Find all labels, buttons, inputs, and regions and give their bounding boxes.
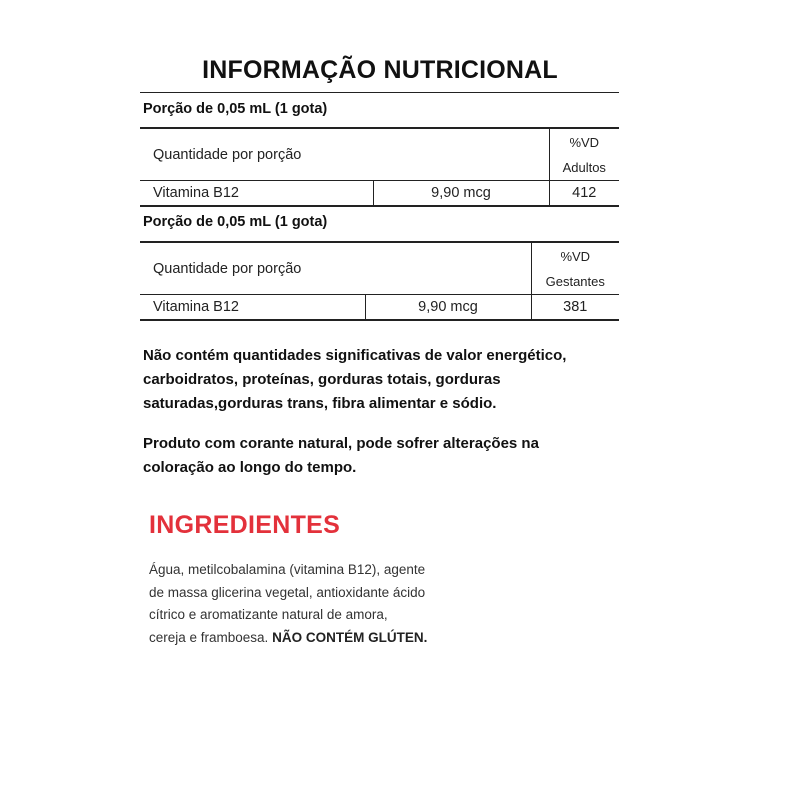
table-header-row [140,242,619,295]
note-line: Produto com corante natural, pode sofrer alterações na [143,435,539,452]
ingredients-text [149,559,459,649]
table-row [140,295,619,321]
title-divider [140,92,619,93]
ingredients-line: Água, metilcobalamina (vitamina B12), agente [149,562,426,577]
nutrient-amount: 9,90 mcg [373,181,549,207]
nutrient-vd: 412 [549,181,619,207]
page-title: INFORMAÇÃO NUTRICIONAL [202,56,558,84]
nutrition-table-pregnant [140,241,619,321]
ingredients-line: cereja e framboesa. [149,629,269,645]
vd-label: %VD [560,248,591,264]
vd-group-label: Gestantes [545,273,605,289]
nutrient-vd: 381 [531,295,619,321]
gluten-warning: NÃO CONTÉM GLÚTEN. [272,629,428,645]
ingredients-line-last [149,627,459,650]
note-line: carboidratos, proteínas, gorduras totais, gorduras [143,371,501,388]
quantity-per-portion-label: Quantidade por porção [140,242,531,295]
ingredients-line: de massa glicerina vegetal, antioxidante ácido [149,584,426,600]
ingredients-line: cítrico e aromatizante natural de amora, [149,607,388,622]
nutrition-table-adults [140,127,619,207]
nutrient-name: Vitamina B12 [140,181,373,207]
nutrient-amount: 9,90 mcg [365,295,531,321]
note-line: saturadas,gorduras trans, fibra alimentar e sódio. [143,395,497,412]
portion-label-pregnant: Porção de 0,05 mL (1 gota) [143,214,328,230]
vd-group-label: Adultos [562,159,606,175]
note-line: coloração ao longo do tempo. [143,459,357,476]
vd-header [549,128,619,181]
ingredients-title: INGREDIENTES [149,511,341,539]
nutrient-name: Vitamina B12 [140,295,365,321]
note-line: Não contém quantidades significativas de valor energético, [143,347,567,364]
quantity-per-portion-label: Quantidade por porção [140,128,549,181]
table-header-row [140,128,619,181]
portion-label-adults: Porção de 0,05 mL (1 gota) [143,101,328,117]
vd-label: %VD [569,134,600,150]
colorant-note [143,432,623,480]
not-significant-note [143,344,623,416]
table-row [140,181,619,207]
vd-header [531,242,619,295]
